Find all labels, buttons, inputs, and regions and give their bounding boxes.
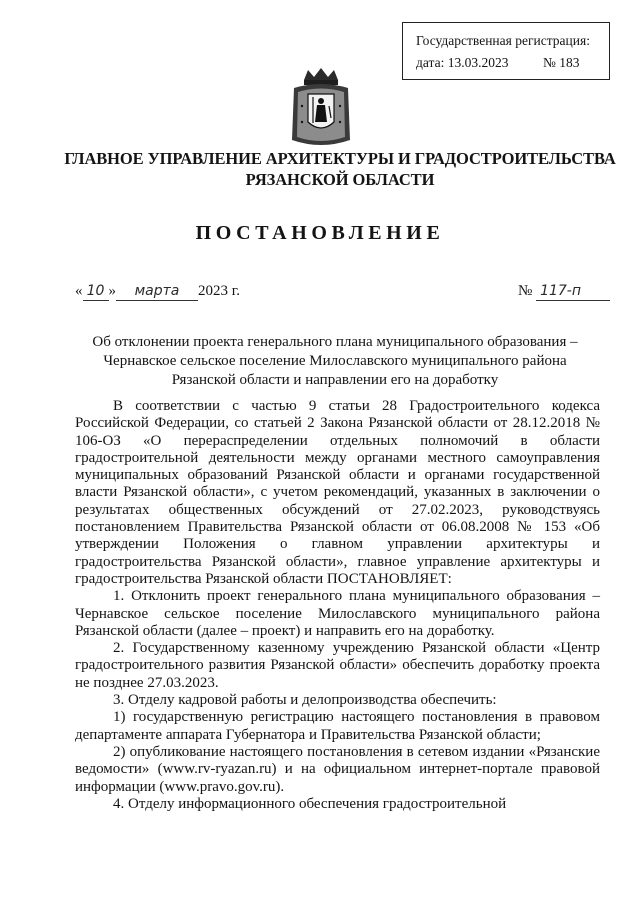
body-item-2: 2. Государственному казенному учреждению Рязанской области «Центр градостроительного развития Рязанской области» обеспечить доработку проекта не позднее 27.03.2023. bbox=[75, 640, 600, 691]
ryazan-coat-of-arms-icon bbox=[290, 66, 352, 148]
body-item-3: 3. Отделу кадровой работы и делопроизводства обеспечить: bbox=[113, 692, 497, 709]
subject-line2: Чернавское сельское поселение Милославского муниципального района bbox=[103, 353, 567, 369]
org-name-line1: ГЛАВНОЕ УПРАВЛЕНИЕ АРХИТЕКТУРЫ И ГРАДОСТРОИТЕЛЬСТВА bbox=[64, 149, 616, 168]
body-subitem-2: 2) опубликование настоящего постановления в сетевом издании «Рязанские ведомости» (www.rv-ryazan.ru) и на официальном интернет-портале правовой информации (www.pravo.gov.ru). bbox=[75, 743, 600, 795]
org-name bbox=[40, 148, 640, 190]
registration-box bbox=[402, 22, 610, 80]
document-date bbox=[75, 283, 240, 301]
number-prefix: № bbox=[518, 283, 533, 299]
body-preamble: В соответствии с частью 9 статьи 28 Градостроительного кодекса Российской Федерации, со статьей 2 Закона Рязанской области от 28.12.2018 № 106-ОЗ «О перераспределении отдельных полномочий в области градостроительной деятельности между органами местного самоуправления муниципальных образований Рязанской области и органами государственной власти Рязанской области», с учетом рекомендаций, указанных в заключении о результатах общественных обсуждений от 27.02.2023, руководствуясь постановлением Правительства Рязанской области от 06.08.2008 № 153 «Об утверждении Положения о главном управлении архитектуры и градостроительства Рязанской области», главное управление архитектуры и градостроительства Рязанской области ПОСТАНОВЛЯЕТ: bbox=[75, 398, 600, 587]
date-open-quote: « bbox=[75, 283, 83, 299]
date-month: марта bbox=[134, 283, 180, 299]
date-day: 10 bbox=[86, 283, 105, 299]
org-name-line2: РЯЗАНСКОЙ ОБЛАСТИ bbox=[245, 170, 435, 189]
document-body bbox=[75, 398, 600, 813]
date-year: 2023 г. bbox=[198, 283, 240, 299]
document-type-title: ПОСТАНОВЛЕНИЕ bbox=[195, 222, 445, 244]
document-number bbox=[518, 283, 610, 301]
registration-label: Государственная регистрация: bbox=[416, 33, 590, 48]
number-value: 117-п bbox=[540, 283, 581, 299]
body-item-4: 4. Отделу информационного обеспечения градостроительной bbox=[113, 795, 507, 812]
document-subject bbox=[70, 333, 600, 390]
body-subitem-1: 1) государственную регистрацию настоящего постановления в правовом департаменте аппарата Губернатора и Правительства Рязанской области; bbox=[75, 709, 600, 743]
registration-number: № 183 bbox=[543, 55, 580, 70]
body-item-1: 1. Отклонить проект генерального плана муниципального образования – Чернавское сельское поселение Милославского муниципального района Рязанской области (далее – проект) и направить его на доработку. bbox=[75, 588, 600, 639]
registration-date: дата: 13.03.2023 bbox=[416, 55, 509, 70]
subject-line1: Об отклонении проекта генерального плана муниципального образования – bbox=[92, 334, 578, 350]
subject-line3: Рязанской области и направлении его на доработку bbox=[171, 372, 499, 388]
date-close-quote: » bbox=[108, 283, 116, 299]
